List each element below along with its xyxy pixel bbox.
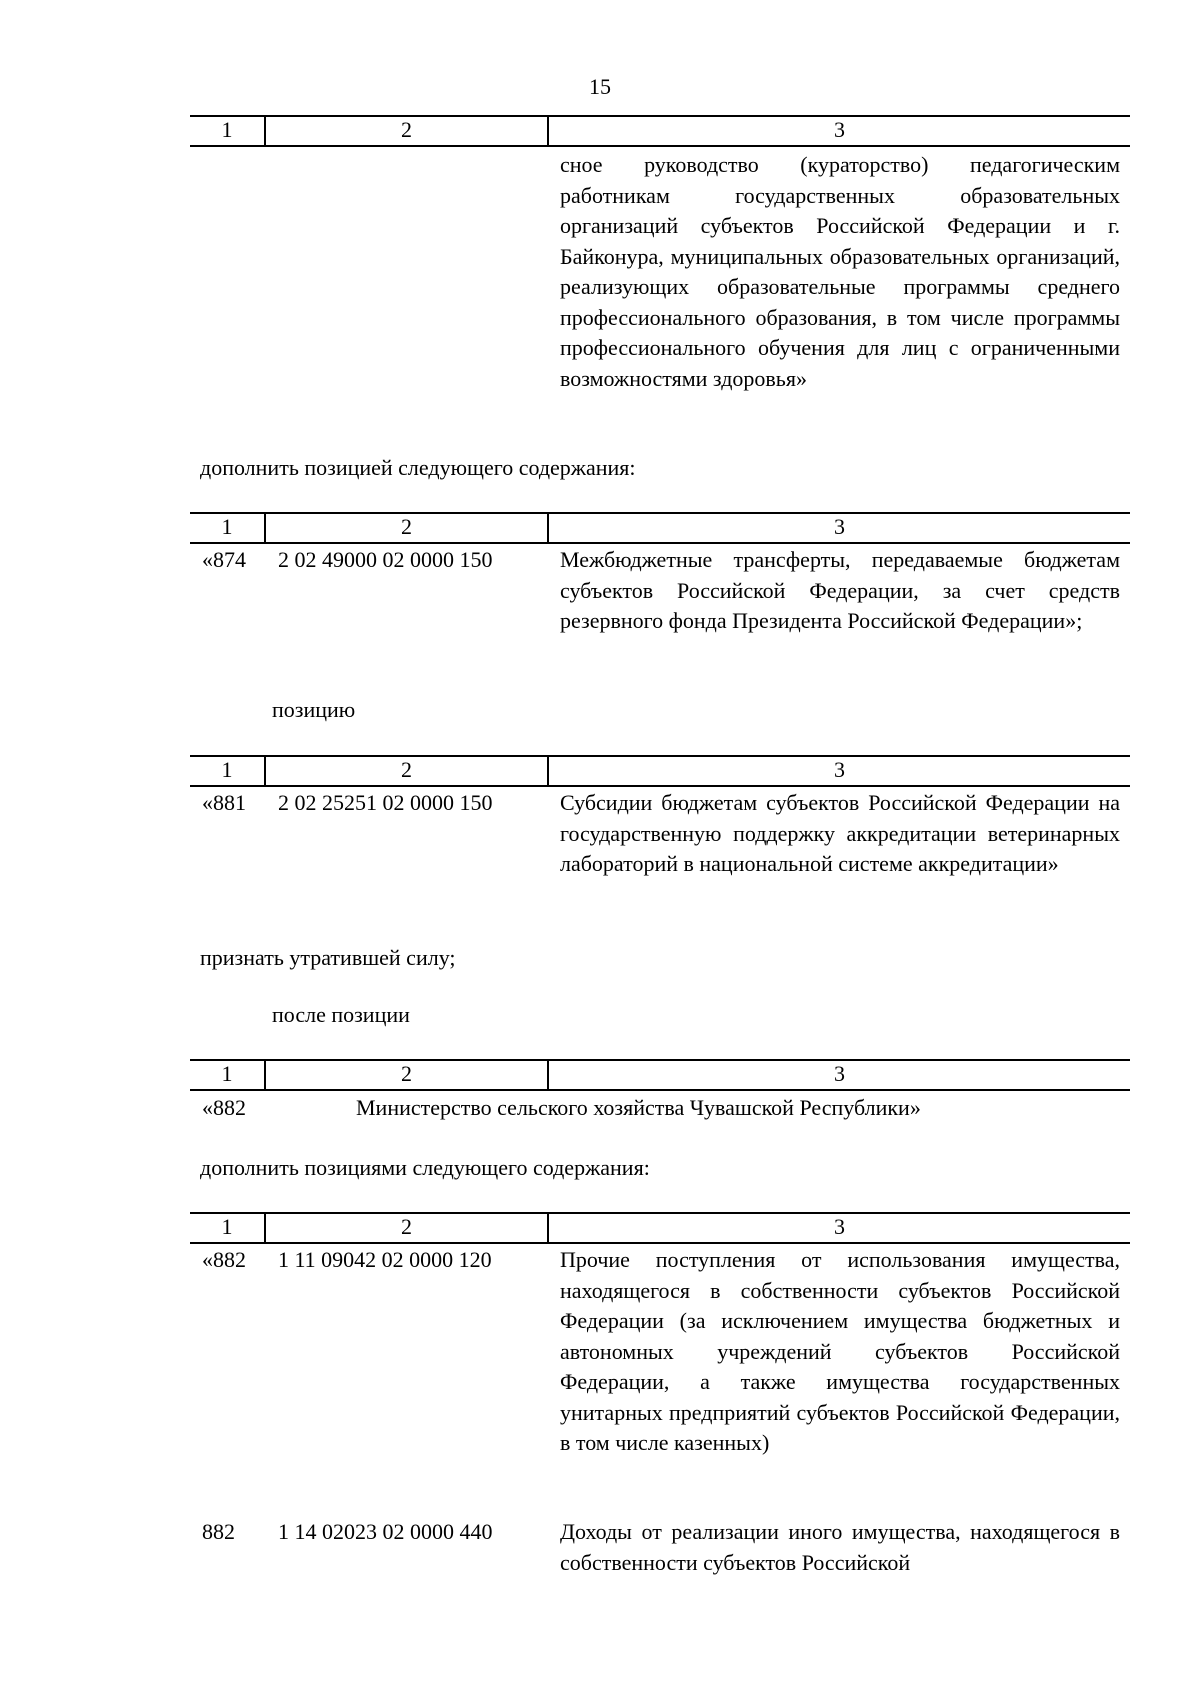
header-col-2: 2 (401, 757, 412, 782)
admin-code: «881 (202, 790, 246, 815)
instruction-after-position: после позиции (272, 1002, 410, 1027)
header-col-3: 3 (834, 514, 845, 539)
admin-code: «882 (202, 1247, 246, 1272)
header-col-2: 2 (401, 1061, 412, 1086)
instruction-repeal: признать утратившей силу; (200, 945, 456, 970)
header-col-2: 2 (401, 514, 412, 539)
header-col-2: 2 (401, 1214, 412, 1239)
kbk-code: 1 11 09042 02 0000 120 (278, 1247, 492, 1272)
table-header (0, 755, 1200, 785)
income-description: Прочие поступления от использования имущества, находящегося в собственности субъектов Российской Федерации (за исключением имущества бюджетных и автономных учреждений субъектов Российской Федерации, а также имущества государственных унитарных предприятий субъектов Российской Федерации, в том числе казенных) (560, 1247, 1120, 1455)
continued-text: сное руководство (кураторство) педагогическим работникам государственных образовательных организаций субъектов Российской Федерации и г. Байконура, муниципальных образовательных организаций, реализующих образовательные программы среднего профессионального образования, в том числе программы профессионального обучения для лиц с ограниченными возможностями здоровья» (560, 152, 1120, 391)
header-col-1: 1 (221, 757, 233, 782)
page-number: 15 (589, 74, 611, 99)
kbk-code: 2 02 25251 02 0000 150 (278, 790, 493, 815)
header-col-1: 1 (221, 514, 233, 539)
income-description: Межбюджетные трансферты, передаваемые бюджетам субъектов Российской Федерации, за счет средств резервного фонда Президента Российской Федерации»; (560, 547, 1120, 633)
income-description: Субсидии бюджетам субъектов Российской Федерации на государственную поддержку аккредитации ветеринарных лабораторий в национальной системе аккредитации» (560, 790, 1120, 876)
table-header (0, 1059, 1200, 1089)
header-col-1: 1 (221, 1061, 233, 1086)
admin-code: «882 (202, 1095, 246, 1120)
kbk-code: 1 14 02023 02 0000 440 (278, 1519, 493, 1544)
table-header (0, 512, 1200, 542)
header-col-3: 3 (834, 117, 845, 142)
instruction-add-positions: дополнить позициями следующего содержания: (200, 1155, 650, 1180)
admin-code: «874 (202, 547, 246, 572)
kbk-code: 2 02 49000 02 0000 150 (278, 547, 493, 572)
ministry-title: Министерство сельского хозяйства Чувашской Республики» (356, 1095, 921, 1120)
header-col-3: 3 (834, 757, 845, 782)
header-col-2: 2 (401, 117, 412, 142)
table-header (0, 1212, 1200, 1242)
header-col-3: 3 (834, 1214, 845, 1239)
admin-code: 882 (202, 1519, 235, 1544)
instruction-add-position: дополнить позицией следующего содержания: (200, 455, 636, 480)
header-col-1: 1 (221, 117, 233, 142)
income-description: Доходы от реализации иного имущества, находящегося в собственности субъектов Российской (560, 1519, 1120, 1575)
instruction-position: позицию (272, 697, 356, 722)
header-col-3: 3 (834, 1061, 845, 1086)
header-col-1: 1 (221, 1214, 233, 1239)
table-header (0, 115, 1200, 145)
